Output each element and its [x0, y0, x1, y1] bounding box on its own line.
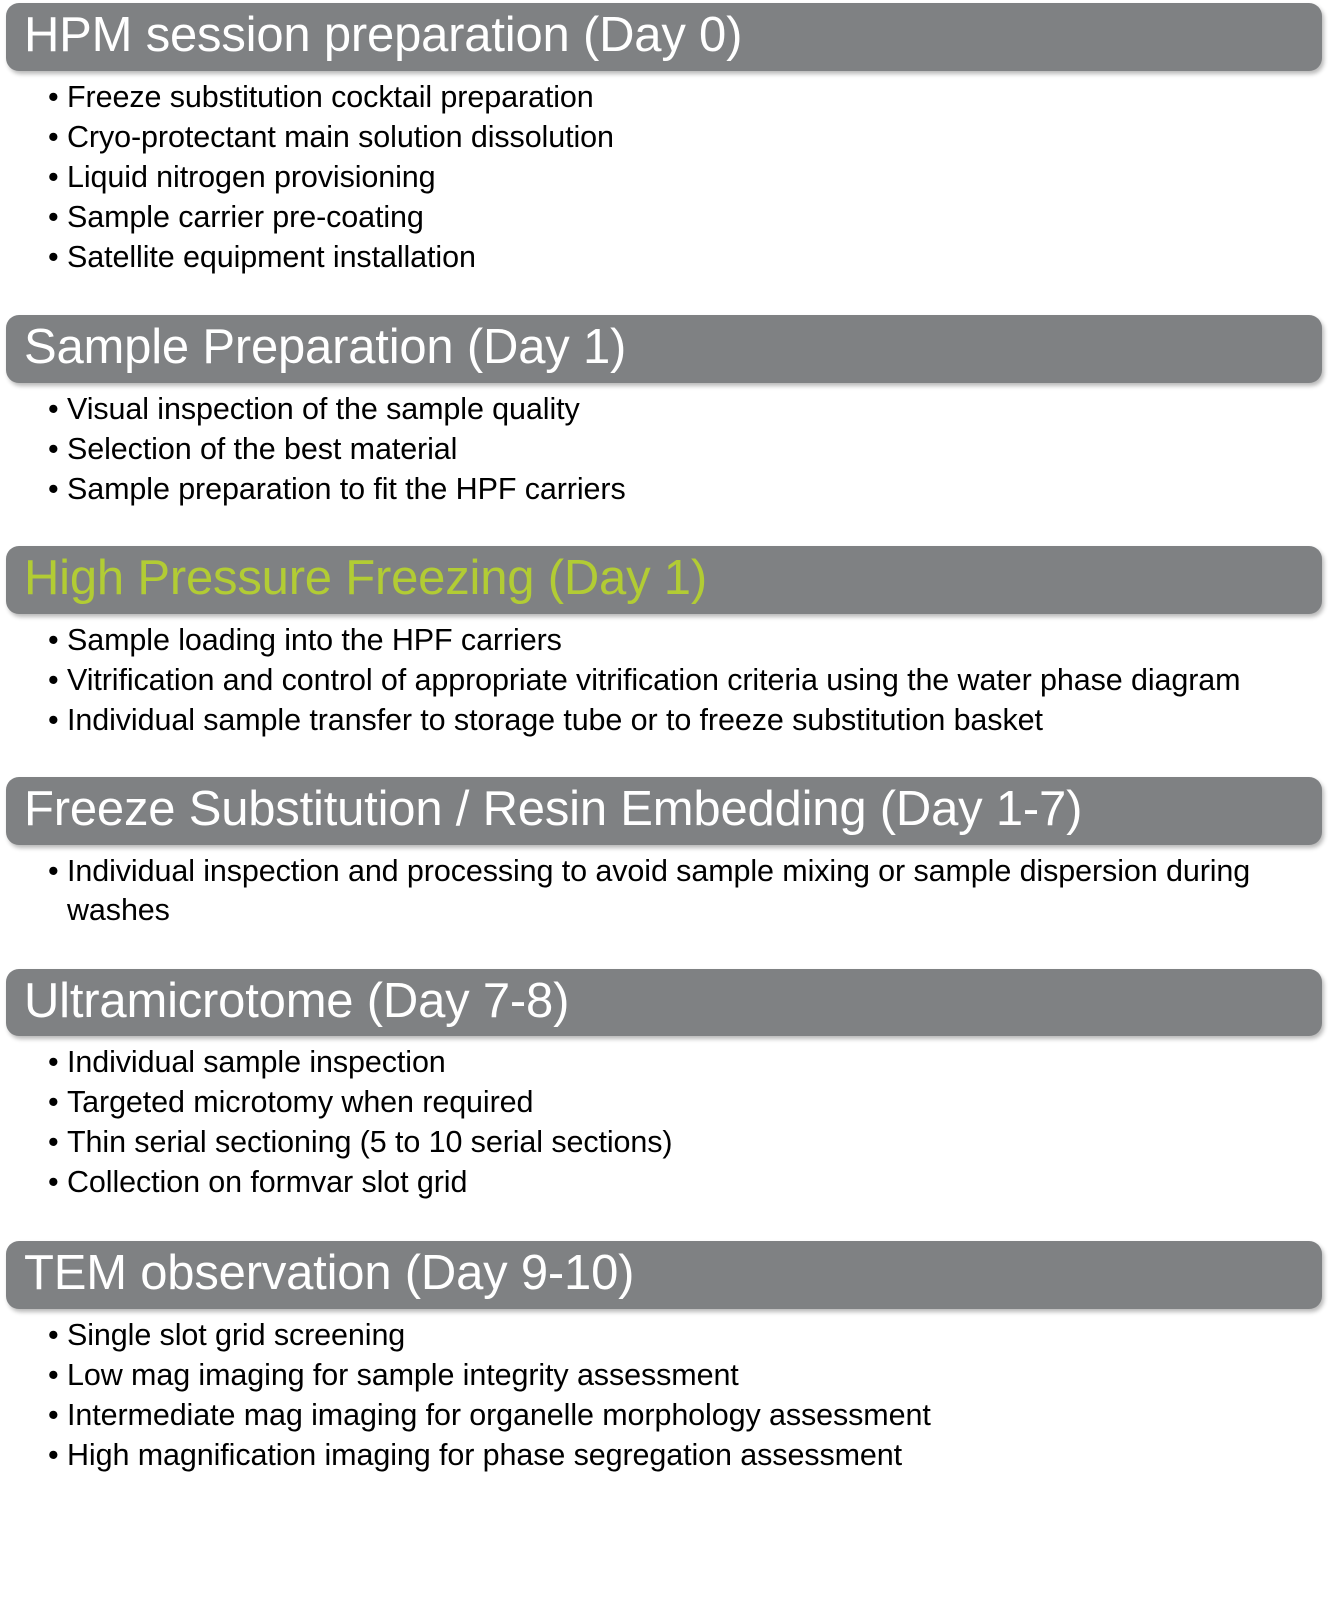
bullet-point-icon: • [48, 1318, 59, 1353]
bullet-list-item [6, 852, 1322, 930]
bullet-item-label: Low mag imaging for sample integrity assessment [67, 1358, 739, 1393]
bullet-item-label: Intermediate mag imaging for organelle morphology assessment [67, 1398, 931, 1433]
bullet-list-item [6, 1396, 1322, 1435]
bullet-item-label: Individual sample inspection [67, 1045, 446, 1080]
section-header-bar [6, 777, 1322, 845]
section-header-title: High Pressure Freezing (Day 1) [24, 550, 707, 605]
workflow-section [6, 546, 1322, 740]
section-header-bar [6, 1241, 1322, 1309]
bullet-list-item [6, 701, 1322, 740]
bullet-item-label: Individual inspection and processing to avoid sample mixing or sample dispersion during washes [67, 853, 1251, 927]
bullet-list-item [6, 661, 1322, 700]
section-header-bar [6, 315, 1322, 383]
bullet-point-icon: • [48, 1398, 59, 1433]
bullet-list-item [6, 158, 1322, 197]
workflow-section [6, 315, 1322, 509]
bullet-point-icon: • [48, 79, 59, 114]
bullet-point-icon: • [48, 431, 59, 466]
bullet-item-label: Selection of the best material [67, 431, 458, 466]
bullet-point-icon: • [48, 1358, 59, 1393]
bullet-item-label: Sample carrier pre-coating [67, 199, 424, 234]
bullet-item-label: Individual sample transfer to storage tube or to freeze substitution basket [67, 702, 1043, 737]
bullet-point-icon: • [48, 1438, 59, 1473]
bullet-point-icon: • [48, 662, 59, 697]
section-header-title: TEM observation (Day 9-10) [24, 1246, 635, 1301]
bullet-list-item [6, 430, 1322, 469]
section-header-bar [6, 546, 1322, 614]
section-bullet-list [6, 614, 1322, 740]
section-header-bar [6, 969, 1322, 1037]
section-bullet-list [6, 1309, 1322, 1475]
bullet-list-item [6, 1316, 1322, 1355]
bullet-item-label: Cryo-protectant main solution dissolution [67, 119, 614, 154]
section-header-title: Freeze Substitution / Resin Embedding (Day 1-7) [24, 781, 1083, 836]
section-bullet-list [6, 71, 1322, 277]
bullet-list-item [6, 1356, 1322, 1395]
bullet-point-icon: • [48, 1125, 59, 1160]
bullet-item-label: Liquid nitrogen provisioning [67, 159, 436, 194]
section-header-title: Ultramicrotome (Day 7-8) [24, 973, 570, 1028]
workflow-section [6, 777, 1322, 930]
bullet-point-icon: • [48, 1165, 59, 1200]
section-bullet-list [6, 845, 1322, 930]
section-header-title: HPM session preparation (Day 0) [24, 8, 743, 62]
bullet-item-label: High magnification imaging for phase segregation assessment [67, 1438, 903, 1473]
bullet-point-icon: • [48, 1045, 59, 1080]
bullet-point-icon: • [48, 199, 59, 234]
workflow-section [6, 3, 1322, 277]
bullet-item-label: Targeted microtomy when required [67, 1085, 534, 1120]
bullet-list-item [6, 118, 1322, 157]
bullet-list-item [6, 1043, 1322, 1082]
workflow-section [6, 969, 1322, 1203]
bullet-item-label: Single slot grid screening [67, 1318, 406, 1353]
bullet-list-item [6, 390, 1322, 429]
bullet-point-icon: • [48, 853, 59, 888]
bullet-list-item [6, 78, 1322, 117]
bullet-point-icon: • [48, 1085, 59, 1120]
bullet-list-item [6, 470, 1322, 509]
bullet-point-icon: • [48, 239, 59, 274]
bullet-point-icon: • [48, 622, 59, 657]
bullet-point-icon: • [48, 702, 59, 737]
section-bullet-list [6, 383, 1322, 509]
bullet-list-item [6, 1163, 1322, 1202]
section-bullet-list [6, 1036, 1322, 1202]
bullet-item-label: Visual inspection of the sample quality [67, 391, 580, 426]
bullet-item-label: Thin serial sectioning (5 to 10 serial sections) [67, 1125, 673, 1160]
section-header-bar [6, 3, 1322, 71]
bullet-item-label: Freeze substitution cocktail preparation [67, 79, 594, 114]
bullet-item-label: Sample preparation to fit the HPF carriers [67, 471, 626, 506]
section-header-title: Sample Preparation (Day 1) [24, 319, 627, 374]
bullet-point-icon: • [48, 159, 59, 194]
bullet-list-item [6, 1123, 1322, 1162]
bullet-list-item [6, 238, 1322, 277]
bullet-item-label: Collection on formvar slot grid [67, 1165, 468, 1200]
bullet-list-item [6, 621, 1322, 660]
bullet-point-icon: • [48, 119, 59, 154]
bullet-list-item [6, 198, 1322, 237]
bullet-item-label: Sample loading into the HPF carriers [67, 622, 562, 657]
bullet-point-icon: • [48, 471, 59, 506]
bullet-point-icon: • [48, 391, 59, 426]
bullet-list-item [6, 1083, 1322, 1122]
workflow-section [6, 1241, 1322, 1475]
bullet-item-label: Vitrification and control of appropriate vitrification criteria using the water phase diagram [67, 662, 1241, 697]
bullet-item-label: Satellite equipment installation [67, 239, 476, 274]
bullet-list-item [6, 1436, 1322, 1475]
